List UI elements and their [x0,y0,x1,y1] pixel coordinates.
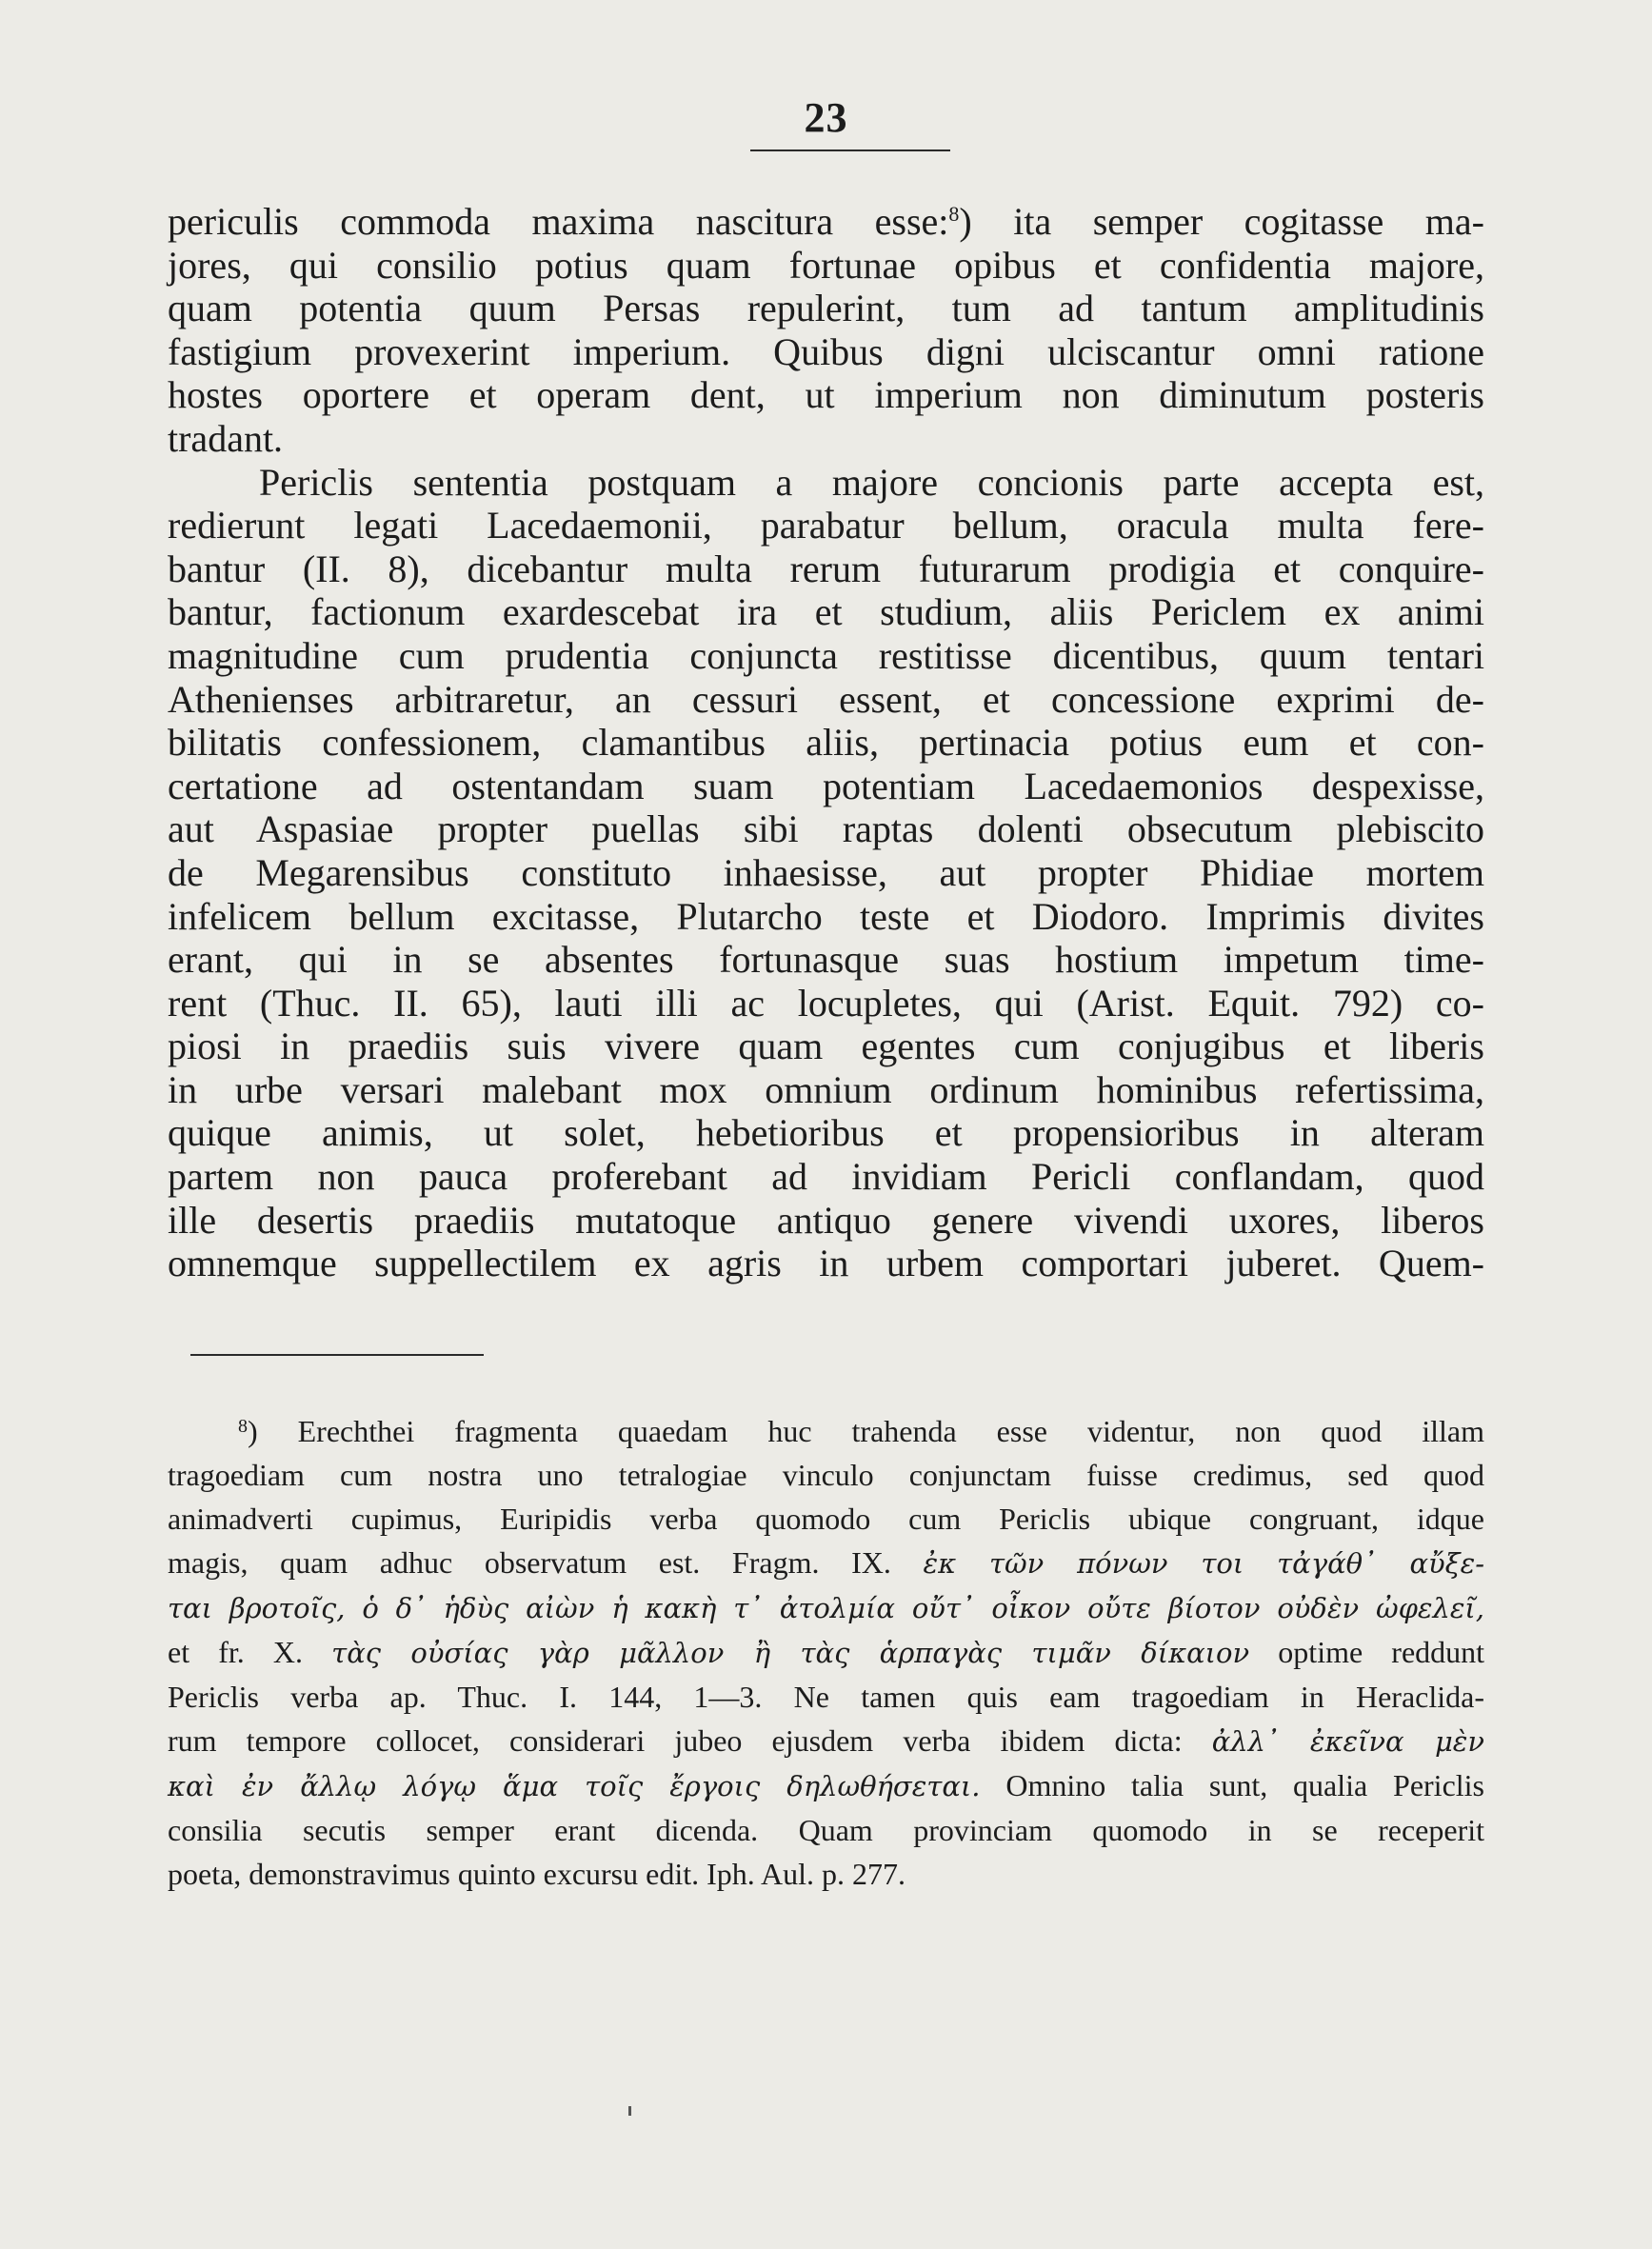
text-line: infelicem bellum excitasse, Plutarcho teste et Diodoro. Imprimis divites [168,894,1484,938]
footnote-line: animadverti cupimus, Euripidis verba quomodo cum Periclis ubique congruant, idque [168,1502,1484,1536]
text-line: piosi in praediis suis vivere quam egentes cum conjugibus et liberis [168,1025,1484,1068]
text-line: magnitudine cum prudentia conjuncta restitisse dicentibus, quum tentari [168,633,1484,677]
text-line: bantur (II. 8), dicebantur multa rerum futurarum prodigia et conquire- [168,547,1484,590]
text-line: bilitatis confessionem, clamantibus aliis, pertinacia potius eum et con- [168,721,1484,765]
footnote-line: et fr. X. τὰς οὐσίας γὰρ μᾶλλον ἢ τὰς ἁρπαγὰς τιμᾶν δίκαιον optime reddunt [168,1635,1485,1669]
footnote-marker: 8 [238,1416,248,1437]
footnote-line: tragoediam cum nostra uno tetralogiae vinculo conjunctam fuisse credimus, sed quod [168,1458,1484,1492]
text-line: rent (Thuc. II. 65), lauti illi ac locupletes, qui (Arist. Equit. 792) co- [168,981,1484,1025]
greek-quotation: τὰς οὐσίας γὰρ μᾶλλον ἢ τὰς ἁρπαγὰς τιμᾶν δίκαιον [331,1637,1250,1669]
text-line: hostes oportere et operam dent, ut imperium non diminutum posteris [168,373,1484,417]
text-line: Athenienses arbitraretur, an cessuri essent, et concessione exprimi de- [168,677,1484,721]
footnote-line: consilia secutis semper erant dicenda. Quam provinciam quomodo in se receperit [168,1813,1484,1847]
paragraph-1 [168,200,1484,461]
greek-quotation: ἀλλ᾽ ἐκεῖνα μὲν [1211,1725,1484,1758]
text-line: redierunt legati Lacedaemonii, parabatur bellum, oracula multa fere- [168,504,1484,547]
footnote-rule [190,1354,484,1356]
greek-quotation: ἐκ τῶν πόνων τοι τἀγάθ᾽ αὔξε- [923,1547,1485,1580]
text-line: partem non pauca proferebant ad invidiam Pericli conflandam, quod [168,1155,1484,1199]
footnote-line: poeta, demonstravimus quinto excursu edit. Iph. Aul. p. 277. [168,1857,906,1891]
greek-quotation: ται βροτοῖς, ὁ δ᾽ ἡδὺς αἰὼν ἡ κακὴ τ᾽ ἀτολμία οὔτ᾽ οἶκον οὔτε βίοτον οὐδὲν ὠφελεῖ, [168,1592,1484,1624]
footnote-line: rum tempore collocet, considerari jubeo ejusdem verba ibidem dicta: ἀλλ᾽ ἐκεῖνα μὲν [168,1723,1484,1758]
text-line: bantur, factionum exardescebat ira et studium, aliis Periclem ex animi [168,590,1484,634]
text-line: Periclis sententia postquam a majore concionis parte accepta est, [259,460,1484,504]
text-line: periculis commoda maxima nascitura esse:$^8$) ita semper cogitasse ma- [168,200,1484,243]
text-line: quam potentia quum Persas repulerint, tum ad tantum amplitudinis [168,287,1484,330]
footnote-line: Periclis verba ap. Thuc. I. 144, 1—3. Ne tamen quis eam tragoediam in Heraclida- [168,1680,1484,1714]
body-text [168,200,1484,1285]
footnote-reference[interactable]: 8 [948,202,960,226]
footnote [168,1409,1484,1896]
print-speck [628,2106,631,2116]
header-rule [750,149,950,151]
paragraph-2 [168,461,1484,1285]
text-line: erant, qui in se absentes fortunasque suas hostium impetum time- [168,938,1484,982]
text-line: tradant. [168,416,284,460]
text-line: jores, qui consilio potius quam fortunae opibus et confidentia majore, [168,243,1484,287]
text-line: in urbe versari malebant mox omnium ordinum hominibus refertissima, [168,1067,1484,1111]
text-line: de Megarensibus constituto inhaesisse, aut propter Phidiae mortem [168,850,1484,894]
text-line: quique animis, ut solet, hebetioribus et propensioribus in alteram [168,1111,1484,1155]
page-number: 23 [804,94,848,141]
text-line: aut Aspasiae propter puellas sibi raptas dolenti obsecutum plebiscito [168,807,1484,851]
footnote-line [168,1585,1484,1630]
text-line: certatione ad ostentandam suam potentiam Lacedaemonios despexisse, [168,764,1484,807]
footnote-line: $^8$) Erechthei fragmenta quaedam huc trahenda esse videntur, non quod illam [238,1414,1484,1448]
text-line: omnemque suppellectilem ex agris in urbem comportari juberet. Quem- [168,1242,1484,1285]
footnote-line: magis, quam adhuc observatum est. Fragm. IX. ἐκ τῶν πόνων τοι τἀγάθ᾽ αὔξε- [168,1545,1485,1580]
greek-quotation: καὶ ἐν ἄλλῳ λόγῳ ἅμα τοῖς ἔργοις δηλωθήσεται. [168,1770,981,1802]
text-line: fastigium provexerint imperium. Quibus digni ulciscantur omni ratione [168,329,1484,373]
text-line: ille desertis praediis mutatoque antiquo genere vivendi uxores, liberos [168,1198,1484,1242]
footnote-line: καὶ ἐν ἄλλῳ λόγῳ ἅμα τοῖς ἔργοις δηλωθήσεται. Omnino talia sunt, qualia Periclis [168,1768,1485,1802]
